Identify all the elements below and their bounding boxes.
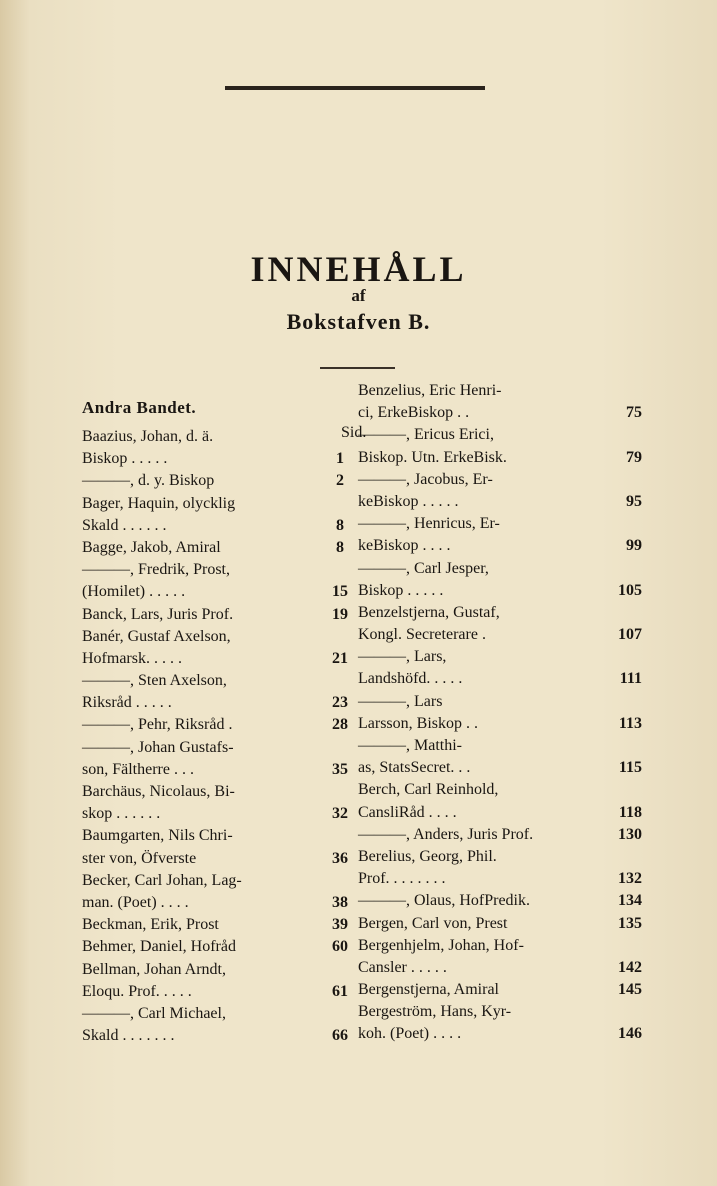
page-number: 95: [626, 492, 642, 510]
index-entry: [82, 626, 342, 648]
entry-text: Landshöfd. . . . .: [358, 670, 463, 688]
index-entry: [82, 781, 342, 803]
index-entry: [82, 692, 348, 714]
page-number: 39: [332, 916, 348, 934]
entry-text: ———, Henricus, Er-: [358, 515, 500, 533]
page-number: 28: [332, 716, 348, 734]
page-number: 118: [618, 803, 642, 821]
index-entry: [340, 447, 640, 469]
page-number: 2: [336, 472, 344, 490]
index-entry: [340, 868, 640, 890]
page-number: 145: [618, 981, 642, 999]
entry-text: Biskop . . . . .: [82, 450, 168, 468]
index-entry: [340, 890, 640, 912]
index-entry: [340, 713, 640, 735]
page-number: 35: [332, 760, 348, 778]
index-entry: [340, 957, 640, 979]
index-entry: [340, 824, 640, 846]
index-entry: [340, 935, 640, 957]
entry-text: man. (Poet) . . . .: [82, 893, 189, 911]
index-entry: [340, 624, 640, 646]
entry-text: ———, Lars,: [358, 648, 447, 666]
index-entry: [340, 558, 640, 580]
entry-text: Bellman, Johan Arndt,: [82, 960, 226, 978]
index-entry: [82, 936, 348, 958]
index-entry: [340, 802, 640, 824]
entry-text: Behmer, Daniel, Hofråd: [82, 938, 236, 956]
entry-text: Hofmarsk. . . . .: [82, 649, 182, 667]
entry-text: Berelius, Georg, Phil.: [358, 847, 497, 865]
index-entry: [340, 469, 640, 491]
page-number: 105: [618, 581, 642, 599]
entry-text: ———, Olaus, HofPredik.: [358, 892, 530, 910]
subtitle-af: af: [351, 286, 366, 305]
index-entry: [340, 380, 640, 402]
entry-text: Bager, Haquin, olycklig: [82, 494, 236, 512]
entry-text: Bergenhjelm, Johan, Hof-: [358, 936, 524, 954]
page-number: 75: [626, 404, 642, 422]
index-entry: [82, 737, 342, 759]
entry-text: (Homilet) . . . . .: [82, 583, 186, 601]
entry-text: ———, Anders, Juris Prof.: [358, 825, 534, 843]
entry-text: ———, Ericus Erici,: [358, 426, 494, 444]
entry-text: Barchäus, Nicolaus, Bi-: [82, 783, 235, 800]
index-entry: [340, 580, 640, 602]
title-separator: [320, 367, 395, 369]
sid-label: Sid.: [341, 424, 367, 441]
page-number: 79: [626, 448, 642, 466]
index-entry: [340, 979, 640, 1001]
entry-text: Bergenstjerna, Amiral: [358, 981, 499, 999]
entry-text: ———, Lars: [358, 692, 443, 710]
page-number: 113: [618, 714, 642, 732]
index-entry: [82, 759, 348, 781]
entry-text: Bergen, Carl von, Prest: [358, 914, 508, 932]
entry-text: keBiskop . . . . .: [358, 492, 459, 510]
index-entry: [82, 870, 342, 892]
index-entry: [82, 426, 342, 448]
page-number: 61: [332, 982, 348, 1000]
index-entry: [82, 604, 348, 626]
index-entry: [82, 537, 342, 559]
entry-text: Prof. . . . . . . .: [358, 870, 446, 888]
left-column: [82, 398, 348, 1047]
entry-text: skop . . . . . .: [82, 805, 161, 823]
index-entry: [82, 1003, 342, 1025]
index-entry: [82, 848, 348, 870]
index-entry: [340, 846, 640, 868]
entry-text: Riksråd . . . . .: [82, 694, 172, 712]
index-entry: [82, 559, 342, 581]
page-number: 111: [619, 670, 642, 688]
index-entry: [82, 803, 348, 825]
page-number: 23: [332, 694, 348, 712]
page-number: 130: [618, 825, 642, 843]
page-number: 1: [336, 450, 344, 468]
entry-text: keBiskop . . . .: [358, 537, 451, 555]
entry-text: Skald . . . . . .: [82, 516, 167, 534]
entry-text: Bagge, Jakob, Amiral: [82, 538, 221, 556]
top-rule: [225, 86, 485, 90]
entry-text: Eloqu. Prof. . . . .: [82, 982, 192, 1000]
index-entry: [82, 581, 348, 603]
entry-text: Biskop. Utn. ErkeBisk.: [358, 448, 507, 466]
page-number: 99: [626, 537, 642, 555]
entry-text: ———, Jacobus, Er-: [358, 470, 493, 488]
page-number: 38: [332, 893, 348, 911]
entry-text: ———, Pehr, Riksråd .: [82, 716, 233, 734]
entry-text: Larsson, Biskop . .: [358, 714, 478, 732]
right-column: [340, 380, 640, 1046]
index-entry: [82, 493, 342, 515]
entry-text: Biskop . . . . .: [358, 581, 444, 599]
entry-text: ———, d. y. Biskop: [82, 472, 215, 490]
entry-text: ———, Carl Jesper,: [358, 559, 489, 577]
index-entry: [340, 535, 640, 557]
page-number: 135: [618, 914, 642, 932]
index-entry: [82, 648, 348, 670]
index-entry: [82, 515, 342, 537]
page-number: 32: [332, 805, 348, 823]
entry-text: Cansler . . . . .: [358, 958, 447, 976]
index-entry: [82, 892, 348, 914]
entry-text: Banér, Gustaf Axelson,: [82, 627, 231, 645]
index-entry: [82, 448, 342, 470]
entry-text: ———, Matthi-: [358, 737, 462, 754]
entry-text: Beckman, Erik, Prost: [82, 916, 219, 934]
entry-text: ———, Sten Axelson,: [82, 672, 227, 690]
page-number: 21: [332, 649, 348, 667]
index-entry: [82, 1025, 348, 1047]
index-entry: [82, 825, 342, 847]
index-entry: [82, 470, 342, 492]
right-entries: [340, 380, 640, 1046]
index-entry: [82, 959, 342, 981]
index-entry: [340, 779, 640, 801]
page-number: 107: [618, 626, 642, 644]
entry-text: ———, Fredrik, Prost,: [82, 561, 230, 579]
page-number: 66: [332, 1027, 348, 1045]
entry-text: Banck, Lars, Juris Prof.: [82, 605, 234, 623]
index-entry: [82, 914, 348, 936]
entry-text: ster von, Öfverste: [82, 849, 197, 867]
page-number: 8: [336, 516, 344, 534]
page-number: 146: [618, 1025, 642, 1043]
index-entry: [340, 602, 640, 624]
index-entry: [340, 1001, 640, 1023]
index-entry: [82, 670, 342, 692]
page-number: 132: [618, 870, 642, 888]
page-number: 15: [332, 583, 348, 601]
index-entry: [82, 981, 348, 1003]
index-entry: [82, 714, 348, 736]
page-number: 19: [332, 605, 348, 623]
entry-text: Kongl. Secreterare .: [358, 626, 486, 644]
page-number: 134: [618, 892, 642, 910]
page-number: 115: [618, 759, 642, 777]
page-number: 36: [332, 849, 348, 867]
index-entry: [340, 668, 640, 690]
entry-text: Baazius, Johan, d. ä.: [82, 428, 214, 445]
index-entry: [340, 646, 640, 668]
index-entry: [340, 757, 640, 779]
entry-text: son, Fältherre . . .: [82, 760, 194, 778]
index-entry: [340, 491, 640, 513]
entry-text: Benzelius, Eric Henri-: [358, 382, 502, 399]
entry-text: CansliRåd . . . .: [358, 803, 457, 821]
entry-text: Bergeström, Hans, Kyr-: [358, 1003, 512, 1021]
entry-text: Skald . . . . . . .: [82, 1027, 175, 1045]
entry-text: ———, Johan Gustafs-: [82, 738, 234, 756]
index-entry: [340, 1023, 640, 1045]
page-number: 60: [332, 938, 348, 956]
page-title: INNEHÅLL: [250, 249, 467, 289]
entry-text: koh. (Poet) . . . .: [358, 1025, 462, 1043]
entry-text: Berch, Carl Reinhold,: [358, 781, 499, 799]
entry-text: Benzelstjerna, Gustaf,: [358, 603, 500, 621]
entry-text: as, StatsSecret. . .: [358, 759, 471, 777]
page-number: 142: [618, 958, 642, 976]
entry-text: ———, Carl Michael,: [82, 1004, 226, 1022]
entry-text: Baumgarten, Nils Chri-: [82, 827, 233, 845]
index-entry: [340, 913, 640, 935]
index-entry: [340, 513, 640, 535]
index-entry: [340, 424, 640, 446]
entry-text: Becker, Carl Johan, Lag-: [82, 871, 242, 889]
index-entry: [340, 735, 640, 757]
page-number: 8: [336, 538, 344, 556]
left-entries: [82, 426, 348, 1047]
subtitle-letter: Bokstafven B.: [286, 309, 431, 334]
entry-text: ci, ErkeBiskop . .: [358, 404, 470, 422]
index-entry: [340, 691, 640, 713]
section-heading: Andra Bandet.: [82, 398, 197, 417]
index-entry: [340, 402, 640, 424]
